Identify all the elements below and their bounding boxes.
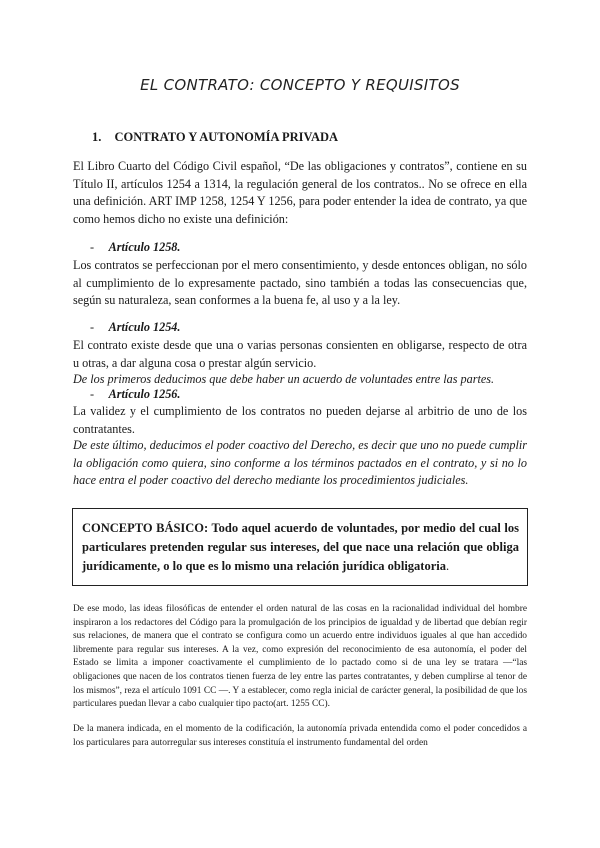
article-1258-heading [90,240,180,255]
article-1256-text: La validez y el cumplimiento de los contratos no pueden dejarse al arbitrio de uno de los contratantes. [73,404,527,436]
concept-period: . [446,559,450,573]
article-1256-heading [90,387,180,402]
article-1254-heading [90,320,180,335]
section-number: 1. [92,130,102,144]
section-heading [92,130,338,145]
closing-paragraph-2: De la manera indicada, en el momento de la codificación, la autonomía privada entendida como el poder concedidos a los particulares para autorregular sus intereses constituía el instrumento fundamental del orden [73,724,527,748]
closing-paragraph-1: De ese modo, las ideas filosóficas de entender el orden natural de las cosas en la racionalidad individual del hombre inspiraron a los redactores del Código para la promulgación de los principios de igualdad y de libertad que debían regir sus relaciones, de manera que el contrato se configura como un acuerdo entre individuos iguales al que han accedido libremente para regular sus intereses. A la vez, como expresión del reconocimiento de esa autonomía, el poder del Estado se limita a imponer coactivamente el cumplimiento de lo pactado como si de una ley se tratara —“las obligaciones que nacen de los contratos tienen fuerza de ley entre las partes contratantes, y deben cumplirse al tenor de los mismos”, reza el artículo 1091 CC —. Y a establecer, como regla inicial de carácter general, la posibilidad de que los particulares puedan llevar a cabo cualquier tipo pacto(art. 1255 CC). [73,604,527,710]
section-heading-text: CONTRATO Y AUTONOMÍA PRIVADA [114,130,339,144]
article-label: Artículo 1258. [108,240,181,254]
concept-box [72,508,528,586]
concept-definition: CONCEPTO BÁSICO: Todo aquel acuerdo de voluntades, por medio del cual los particulares pretenden regular sus intereses, del que nace una relación que obliga jurídicamente, o lo que es lo mismo una relación jurídica obligatoria [82,521,519,573]
article-1254-note: De los primeros deducimos que debe haber un acuerdo de voluntades entre las partes. [73,372,495,386]
concept-box-text [82,519,519,576]
list-dash: - [90,320,95,334]
article-1258-text: Los contratos se perfeccionan por el mero consentimiento, y desde entonces obligan, no sólo al cumplimiento de lo expresamente pactado, sino también a todas las consecuencias que, según su naturaleza, sean conformes a la buena fe, al uso y a la ley. [73,258,527,307]
list-dash: - [90,387,95,401]
intro-paragraph: El Libro Cuarto del Código Civil español, “De las obligaciones y contratos”, contiene en su Título II, artículos 1254 a 1314, la regulación general de los contratos.. No se ofrece en ella una definición. ART IMP 1258, 1254 Y 1256, para poder entender la idea de contrato, ya que como hemos dicho no existe una definición: [73,159,527,226]
article-1254-text: El contrato existe desde que una o varias personas consienten en obligarse, respecto de otra u otras, a dar alguna cosa o prestar algún servicio. [73,338,527,370]
article-label: Artículo 1256. [108,387,181,401]
article-label: Artículo 1254. [108,320,181,334]
document-title: EL CONTRATO: CONCEPTO Y REQUISITOS [140,76,460,94]
article-1256-note: De este último, deducimos el poder coactivo del Derecho, es decir que uno no puede cumplir la obligación como quiera, sino conforme a los términos pactados en el contrato, y si no lo hace entra el poder coactivo del derecho mediante los procedimientos judiciales. [73,438,527,487]
list-dash: - [90,240,95,254]
